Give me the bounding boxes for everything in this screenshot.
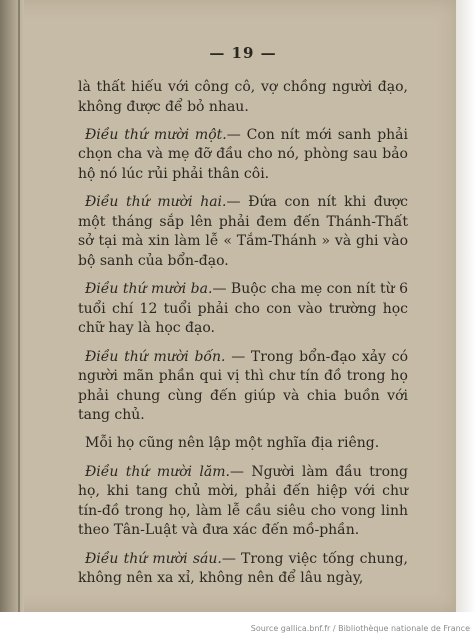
article-text: — Đứa con nít khi được một tháng sắp lên phải đem đến Thánh-Thất sở tại mà xin làm lễ « Tắm-Thánh » và ghi vào bộ sanh của bổn-đạo. bbox=[78, 194, 409, 269]
article-14 bbox=[78, 348, 408, 426]
article-title: Điều thứ mười hai. bbox=[85, 194, 227, 211]
article-text: — Trong việc tống chung, không nên xa xỉ, không nên để lâu ngày, bbox=[78, 550, 408, 587]
binding-shadow bbox=[0, 0, 24, 612]
page-edge bbox=[456, 0, 476, 612]
source-credit: Source gallica.bnf.fr / Bibliothèque nationale de France bbox=[250, 624, 470, 633]
article-title: Điều thứ mười sáu. bbox=[85, 550, 222, 567]
article-15 bbox=[78, 463, 408, 541]
article-title: Điều thứ mười bốn. bbox=[85, 348, 226, 365]
article-text: — Người làm đầu trong họ, khi tang chủ mời, phải đến hiệp với chư tín-đồ trong họ, làm lễ cầu siêu cho vong linh theo Tân-Luật và đưa xác đến mồ-phần. bbox=[78, 463, 408, 539]
article-title: Điều thứ mười lăm. bbox=[85, 463, 230, 480]
article-12 bbox=[78, 193, 408, 271]
cemetery-paragraph bbox=[78, 434, 408, 454]
article-text: — Buộc cha mẹ con nít từ 6 tuổi chí 12 tuổi phải cho con vào trường học chữ hay là học đạo. bbox=[78, 281, 409, 337]
article-11 bbox=[78, 126, 408, 185]
article-16 bbox=[78, 550, 408, 589]
article-text: — Con nít mới sanh phải chọn cha và mẹ đỡ đầu cho nó, phòng sau bảo hộ nó lúc rủi phải thân côi. bbox=[78, 126, 408, 182]
body-text bbox=[78, 78, 408, 597]
paragraph-text: Mỗi họ cũng nên lập một nghĩa địa riêng. bbox=[85, 435, 380, 452]
article-title: Điều thứ mười ba. bbox=[85, 281, 213, 298]
paragraph-continuation bbox=[78, 78, 408, 117]
article-13 bbox=[78, 280, 408, 339]
binding-line bbox=[18, 0, 20, 612]
article-text: — Trong bổn-đạo xảy có người mãn phần qui vị thì chư tín đồ trong họ phải chung cùng đến giúp và chia buồn với tang chủ. bbox=[78, 348, 409, 424]
paragraph-text: là thất hiếu với công cô, vợ chồng người đạo, không được để bỏ nhau. bbox=[78, 79, 408, 115]
article-title: Điều thứ mười một. bbox=[85, 126, 227, 143]
page-number: — 19 — bbox=[209, 44, 277, 62]
